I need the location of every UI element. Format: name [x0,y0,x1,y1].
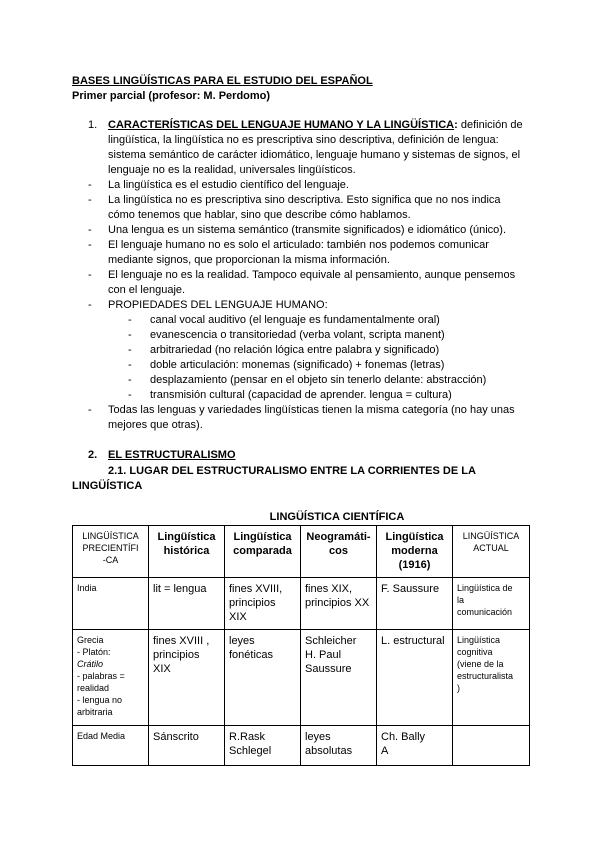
section-1 [88,118,538,433]
bullet-item [88,298,538,313]
bullet-dash: - [88,224,92,236]
property-text: transmisión cultural (capacidad de aprender. lengua = cultura) [150,389,452,401]
table-header-cell: Lingüística comparada [225,526,301,578]
bullet-dash: - [128,359,132,371]
table-header-cell: Lingüística moderna (1916) [377,526,453,578]
section-1-intro-line: definición de [457,119,523,131]
property-text: canal vocal auditivo (el lenguaje es fundamentalmente oral) [150,314,440,326]
table-cell: Lingüística de la comunicación [453,578,530,630]
table-header-cell: LINGÜÍSTICA PRECIENTÍFI -CA [73,526,149,578]
bullet-dash: - [88,269,92,281]
bullet-dash: - [88,299,92,311]
table-caption: LINGÜÍSTICA CIENTÍFICA [269,511,405,523]
table-cell: L. estructural [377,630,453,726]
bullet-dash: - [88,194,92,206]
section-1-intro [108,118,538,178]
bullet-line: La lingüística es el estudio científico del lenguaje. [108,179,349,191]
bullet-dash: - [128,344,132,356]
bullet-dash: - [88,404,92,416]
bullet-line: El lenguaje no es la realidad. Tampoco equivale al pensamiento, aunque pensemos [108,269,516,281]
table-cell: India [73,578,149,630]
bullet-item [88,238,538,268]
section-1-heading-colon: : [454,119,458,131]
subsection-line: 2.1. LUGAR DEL ESTRUCTURALISMO ENTRE LA CORRIENTES DE LA [108,465,476,477]
property-item [88,328,538,343]
bullet-dash: - [128,389,132,401]
table-cell: fines XVIII, principios XIX [225,578,301,630]
property-item [88,358,538,373]
bullet-item [88,178,538,193]
table-header-cell: Neogramáti- cos [301,526,377,578]
bullet-line: con el lenguaje. [108,284,186,296]
table-header-cell: Lingüística histórica [149,526,225,578]
section-1-number: 1. [88,119,98,131]
table-row [73,726,530,766]
bullet-item [88,223,538,238]
bullet-line: Todas las lenguas y variedades lingüísticas tienen la misma categoría (no hay unas [108,404,515,416]
subsection-2-1-heading [72,464,542,494]
table-cell: fines XVIII , principios XIX [149,630,225,726]
table-cell: lit = lengua [149,578,225,630]
table-cell: Sánscrito [149,726,225,766]
subsection-line: LINGÜÍSTICA [72,480,143,492]
bullet-line: mejores que otras). [108,419,203,431]
section-2-heading-row [88,448,538,463]
bullet-dash: - [88,179,92,191]
table-header-cell: LINGÜÍSTICA ACTUAL [453,526,530,578]
property-item [88,343,538,358]
bullet-dash: - [88,239,92,251]
table-cell: Schleicher H. Paul Saussure [301,630,377,726]
table-header-row [73,526,530,578]
bullet-line: PROPIEDADES DEL LENGUAJE HUMANO: [108,299,328,311]
bullet-item [88,268,538,298]
property-item [88,388,538,403]
table-cell: F. Saussure [377,578,453,630]
bullet-item [88,403,538,433]
document-subtitle: Primer parcial (profesor: M. Perdomo) [72,90,271,102]
bullet-line: La lingüística no es prescriptiva sino descriptiva. Esto significa que no nos indica [108,194,501,206]
property-item [88,313,538,328]
bullet-dash: - [128,314,132,326]
linguistics-table [72,525,530,766]
section-1-intro-line: lingüística, la lingüística no es prescriptiva sino descriptiva, definición de lengua: [108,134,499,146]
section-1-heading-row [88,118,538,178]
table-cell: leyes absolutas [301,726,377,766]
bullet-line: El lenguaje humano no es solo el articulado: también nos podemos comunicar [108,239,489,251]
bullet-line: Una lengua es un sistema semántico (transmite significados) e idiomático (único). [108,224,507,236]
section-1-intro-line: sistema semántico de carácter idiomático, lenguaje humano y sistemas de signos, el [108,149,521,161]
bullet-item [88,193,538,223]
section-1-intro-line: lenguaje no es la realidad, universales lingüísticos. [108,164,356,176]
table-cell: R.Rask Schlegel [225,726,301,766]
section-2-number: 2. [88,449,98,461]
property-text: evanescencia o transitoriedad (verba volant, scripta manent) [150,329,445,341]
table-cell: Ch. Bally A [377,726,453,766]
property-text: arbitrariedad (no relación lógica entre palabra y significado) [150,344,440,356]
document-title: BASES LINGÜÍSTICAS PARA EL ESTUDIO DEL ESPAÑOL [72,75,373,87]
table-cell: Grecia - Platón: Crátilo - palabras = realidad - lengua no arbitraria [73,630,149,726]
bullet-line: cómo tenemos que hablar, sino que describe cómo hablamos. [108,209,411,221]
table-cell: Edad Media [73,726,149,766]
bullet-dash: - [128,374,132,386]
bullet-dash: - [128,329,132,341]
section-1-heading: CARACTERÍSTICAS DEL LENGUAJE HUMANO Y LA LINGÜÍSTICA [108,119,455,131]
table-row [73,578,530,630]
table-cell: leyes fonéticas [225,630,301,726]
section-2-heading: EL ESTRUCTURALISMO [108,449,236,461]
table-row [73,630,530,726]
table-cell [453,726,530,766]
table-cell: Lingüística cognitiva (viene de la estructuralista ) [453,630,530,726]
property-text: desplazamiento (pensar en el objeto sin tenerlo delante: abstracción) [150,374,487,386]
table-cell: fines XIX, principios XX [301,578,377,630]
bullet-line: mediante signos, que proporcionan la misma información. [108,254,390,266]
property-item [88,373,538,388]
property-text: doble articulación: monemas (significado) + fonemas (letras) [150,359,445,371]
